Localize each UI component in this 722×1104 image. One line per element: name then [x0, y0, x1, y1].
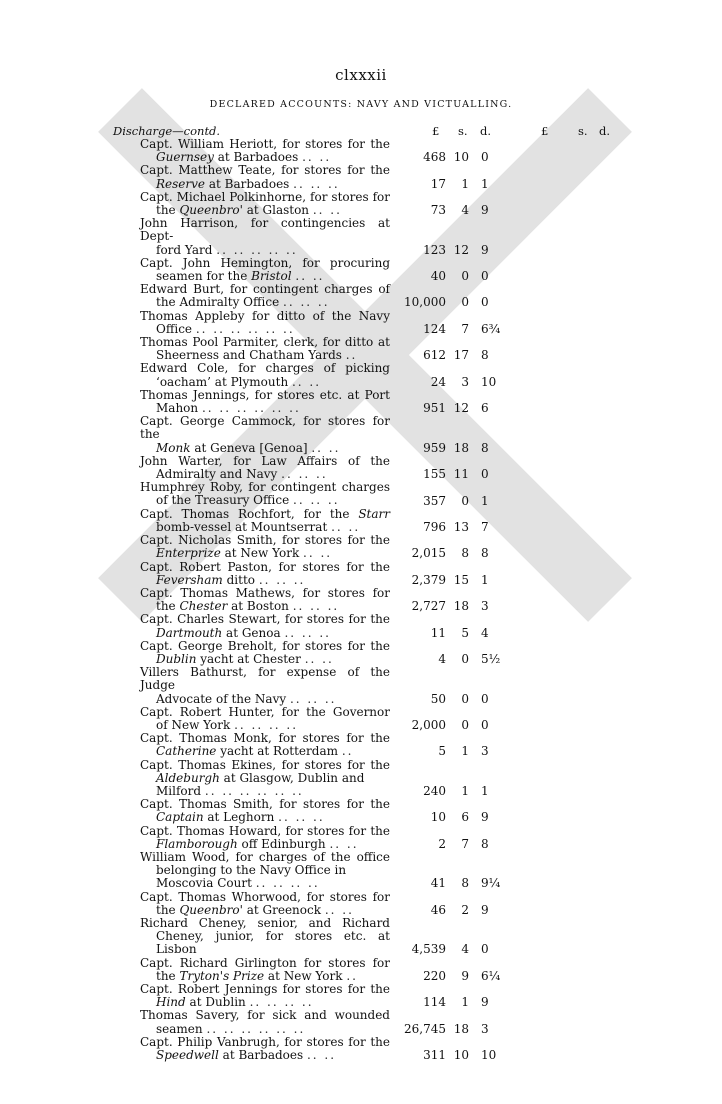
description-line: Capt. Matthew Teate, for stores for the [140, 163, 390, 178]
description-line: ‘oacham’ at Plymouth .. .. [156, 374, 322, 389]
amount-pence: 9 [481, 242, 489, 257]
description-line: seamen for the Bristol .. .. [156, 269, 325, 284]
entry-row [0, 191, 722, 217]
amount-shillings: 11 [453, 467, 469, 482]
entry-description [140, 1036, 390, 1062]
description-line: Dublin yacht at Chester .. .. [156, 651, 334, 666]
amount-pounds: 11 [430, 625, 446, 640]
description-line: Capt. Nicholas Smith, for stores for the [140, 533, 390, 548]
description-line: Mahon .. .. .. .. .. .. [156, 401, 301, 416]
entry-row [0, 362, 722, 388]
entry-row [0, 666, 722, 706]
amount-shillings: 1 [461, 783, 469, 798]
entry-description [140, 732, 390, 758]
description-line: Thomas Appleby for ditto of the Navy [140, 308, 390, 323]
amount-shillings: 18 [453, 1021, 469, 1036]
description-line: John Warter, for Law Affairs of the [140, 453, 390, 468]
amount-shillings: 1 [461, 176, 469, 191]
entry-row [0, 415, 722, 455]
description-line: bomb-vessel at Mountserrat .. .. [156, 519, 361, 534]
amount-pence: 9 [481, 203, 489, 218]
amount-pounds: 5 [438, 744, 446, 759]
pence-header-2: d. [599, 124, 611, 138]
amount-pence: 6¼ [481, 968, 501, 983]
description-line: Sheerness and Chatham Yards .. [156, 348, 358, 363]
amount-pounds: 2,000 [411, 717, 446, 732]
amount-pounds: 41 [430, 876, 446, 891]
amount-shillings: 0 [461, 691, 469, 706]
amount-pounds: 50 [430, 691, 446, 706]
amount-pounds: 796 [423, 519, 446, 534]
description-line: Captain at Leghorn .. .. .. [156, 810, 325, 825]
description-line: Feversham ditto .. .. .. [156, 572, 306, 587]
entry-description [140, 851, 390, 891]
amount-pounds: 26,745 [404, 1021, 446, 1036]
description-line: Capt. Thomas Ekines, for stores for the [140, 757, 390, 772]
amount-pounds: 123 [423, 242, 446, 257]
amount-pence: 1 [481, 783, 489, 798]
entry-description [140, 640, 390, 666]
entry-row [0, 891, 722, 917]
description-line: belonging to the Navy Office in [156, 863, 347, 878]
entry-row [0, 706, 722, 732]
amount-pounds: 73 [430, 203, 446, 218]
description-line: Capt. Robert Jennings for stores for the [140, 982, 390, 996]
column-header-row [0, 124, 722, 138]
amount-shillings: 2 [461, 902, 469, 917]
entry-row [0, 164, 722, 190]
description-line: Capt. Michael Polkinhorne, for stores for [140, 189, 390, 204]
amount-pence: 9¼ [481, 876, 501, 891]
entry-row [0, 138, 722, 164]
entry-row [0, 534, 722, 560]
description-line: Capt. Thomas Mathews, for stores for [140, 585, 390, 600]
amount-pence: 0 [481, 942, 489, 957]
amount-pence: 9 [481, 995, 489, 1010]
amount-pence: 1 [481, 176, 489, 191]
amount-shillings: 10 [453, 150, 469, 165]
entry-description [140, 1009, 390, 1035]
description-line: Capt. John Hemington, for procuring [140, 255, 390, 270]
amount-shillings: 18 [453, 440, 469, 455]
description-line: Capt. Robert Hunter, for the Governor [140, 704, 390, 719]
entry-row [0, 732, 722, 758]
amount-pounds: 2 [438, 836, 446, 851]
entry-description [140, 798, 390, 824]
amount-pence: 0 [481, 691, 489, 706]
amount-shillings: 5 [461, 625, 469, 640]
description-line: Speedwell at Barbadoes .. .. [156, 1048, 337, 1063]
entry-row [0, 561, 722, 587]
description-line: Reserve at Barbadoes .. .. .. [156, 176, 340, 191]
amount-pence: 8 [481, 546, 489, 561]
description-line: Edward Cole, for charges of picking [140, 361, 390, 376]
description-line: Thomas Savery, for sick and wounded [140, 1008, 390, 1023]
entry-description [140, 257, 390, 283]
entry-description [140, 217, 390, 257]
entry-description [140, 455, 390, 481]
description-line: Capt. George Cammock, for stores for the [140, 414, 390, 442]
amount-pence: 7 [481, 519, 489, 534]
amount-shillings: 9 [461, 968, 469, 983]
pence-header: d. [480, 124, 492, 138]
amount-shillings: 3 [461, 374, 469, 389]
amount-shillings: 15 [453, 572, 469, 587]
amount-shillings: 8 [461, 876, 469, 891]
description-line: Aldeburgh at Glasgow, Dublin and [156, 770, 365, 785]
description-line: Capt. George Breholt, for stores for the [140, 638, 390, 653]
entry-description [140, 825, 390, 851]
entry-description [140, 957, 390, 983]
amount-pence: 0 [481, 717, 489, 732]
description-line: Moscovia Court .. .. .. .. [156, 876, 320, 891]
amount-shillings: 13 [453, 519, 469, 534]
description-line: Capt. Charles Stewart, for stores for the [140, 612, 390, 627]
entry-row [0, 798, 722, 824]
amount-pence: 6 [481, 401, 489, 416]
shillings-header-2: s. [578, 124, 588, 138]
amount-shillings: 4 [461, 942, 469, 957]
entry-row [0, 217, 722, 257]
amount-shillings: 6 [461, 810, 469, 825]
description-line: Thomas Jennings, for stores etc. at Port [140, 387, 390, 402]
amount-shillings: 18 [453, 599, 469, 614]
amount-pence: 10 [481, 374, 497, 389]
entry-description [140, 666, 390, 706]
entry-description [140, 891, 390, 917]
description-line: of the Treasury Office .. .. .. [156, 493, 340, 508]
entry-description [140, 164, 390, 190]
amount-pounds: 951 [423, 401, 446, 416]
entry-description [140, 138, 390, 164]
pounds-header: £ [432, 124, 440, 138]
shillings-header: s. [458, 124, 468, 138]
amount-pounds: 17 [430, 176, 446, 191]
amount-shillings: 17 [453, 348, 469, 363]
entry-row [0, 851, 722, 891]
amount-pounds: 46 [430, 902, 446, 917]
amount-pence: 0 [481, 150, 489, 165]
entry-row [0, 455, 722, 481]
amount-pounds: 10,000 [404, 295, 446, 310]
amount-pence: 3 [481, 599, 489, 614]
entry-row [0, 283, 722, 309]
amount-pence: 9 [481, 902, 489, 917]
amount-shillings: 0 [461, 717, 469, 732]
description-line: Admiralty and Navy .. .. .. [156, 467, 328, 482]
amount-pounds: 468 [423, 150, 446, 165]
entry-description [140, 283, 390, 309]
description-line: Villers Bathurst, for expense of the Judge [140, 665, 390, 693]
amount-pence: 1 [481, 572, 489, 587]
description-line: the Tryton's Prize at New York .. [156, 968, 358, 983]
entry-description [140, 481, 390, 507]
amount-pounds: 114 [423, 995, 446, 1010]
amount-pence: 9 [481, 810, 489, 825]
entry-row [0, 587, 722, 613]
description-line: seamen .. .. .. .. .. .. [156, 1021, 306, 1036]
pounds-header-2: £ [541, 124, 549, 138]
entry-description [140, 759, 390, 799]
description-line: Monk at Geneva [Genoa] .. .. [156, 440, 341, 455]
entry-row [0, 917, 722, 957]
entry-row [0, 481, 722, 507]
entry-description [140, 561, 390, 587]
amount-shillings: 1 [461, 744, 469, 759]
description-line: Capt. Thomas Rochfort, for the Starr [140, 506, 390, 521]
description-line: the Queenbro' at Glaston .. .. [156, 203, 342, 218]
amount-pence: 0 [481, 269, 489, 284]
entry-description [140, 310, 390, 336]
description-line: the Chester at Boston .. .. .. [156, 599, 340, 614]
entry-row [0, 257, 722, 283]
amount-pence: 0 [481, 467, 489, 482]
entry-row [0, 336, 722, 362]
amount-shillings: 12 [453, 401, 469, 416]
description-line: Richard Cheney, senior, and Richard [140, 915, 390, 930]
description-line: Enterprize at New York .. .. [156, 546, 333, 561]
entry-description [140, 191, 390, 217]
description-line: Flamborough off Edinburgh .. .. [156, 836, 359, 851]
entry-row [0, 957, 722, 983]
description-line: William Wood, for charges of the office [140, 849, 390, 864]
description-line: Capt. Philip Vanbrugh, for stores for the [140, 1034, 390, 1049]
entry-description [140, 706, 390, 732]
amount-pounds: 311 [423, 1048, 446, 1063]
amount-shillings: 1 [461, 995, 469, 1010]
entry-row [0, 310, 722, 336]
amount-pounds: 2,379 [411, 572, 446, 587]
amount-pounds: 4,539 [411, 942, 446, 957]
entry-row [0, 613, 722, 639]
description-line: Hind at Dublin .. .. .. .. [156, 995, 314, 1010]
entry-row [0, 983, 722, 1009]
amount-pence: 8 [481, 440, 489, 455]
amount-shillings: 0 [461, 295, 469, 310]
amount-pence: 3 [481, 1021, 489, 1036]
description-line: Cheney, junior, for stores etc. at Lisbon [156, 929, 390, 957]
entry-description [140, 983, 390, 1009]
entry-row [0, 825, 722, 851]
amount-pounds: 220 [423, 968, 446, 983]
amount-shillings: 0 [461, 651, 469, 666]
running-head: DECLARED ACCOUNTS: NAVY AND VICTUALLING. [209, 99, 513, 110]
description-line: of New York .. .. .. .. [156, 717, 299, 732]
description-line: Guernsey at Barbadoes .. .. [156, 150, 332, 165]
amount-pounds: 612 [423, 348, 446, 363]
amount-shillings: 7 [461, 836, 469, 851]
amount-shillings: 7 [461, 321, 469, 336]
description-line: Capt. William Heriott, for stores for the [140, 137, 390, 151]
description-line: John Harrison, for contingencies at Dept- [140, 216, 390, 244]
amount-pounds: 240 [423, 783, 446, 798]
description-line: ford Yard .. .. .. .. .. [156, 242, 298, 257]
amount-pence: 5½ [481, 651, 501, 666]
amount-pounds: 155 [423, 467, 446, 482]
amount-pounds: 959 [423, 440, 446, 455]
entry-row [0, 508, 722, 534]
entries-list [0, 138, 722, 1062]
entry-description [140, 917, 390, 957]
amount-shillings: 10 [453, 1048, 469, 1063]
amount-pence: 1 [481, 493, 489, 508]
amount-pence: 4 [481, 625, 489, 640]
entry-description [140, 389, 390, 415]
entry-row [0, 389, 722, 415]
description-line: Catherine yacht at Rotterdam .. [156, 744, 354, 759]
entry-description [140, 534, 390, 560]
amount-pence: 3 [481, 744, 489, 759]
entry-description [140, 587, 390, 613]
amount-pounds: 40 [430, 269, 446, 284]
entry-description [140, 362, 390, 388]
description-line: the Queenbro' at Greenock .. .. [156, 902, 354, 917]
amount-shillings: 8 [461, 546, 469, 561]
entry-row [0, 1036, 722, 1062]
amount-pounds: 2,727 [411, 599, 446, 614]
amount-pence: 0 [481, 295, 489, 310]
description-line: Advocate of the Navy .. .. .. [156, 691, 337, 706]
entry-row [0, 759, 722, 799]
amount-pounds: 4 [438, 651, 446, 666]
amount-pounds: 2,015 [411, 546, 446, 561]
description-line: Thomas Pool Parmiter, clerk, for ditto at [140, 335, 390, 350]
page-number: clxxxii [335, 66, 387, 84]
description-line: Office .. .. .. .. .. .. [156, 321, 295, 336]
description-line: Capt. Thomas Smith, for stores for the [140, 797, 390, 812]
section-label: Discharge—contd. [113, 124, 221, 138]
entry-description [140, 508, 390, 534]
amount-pence: 8 [481, 348, 489, 363]
entry-description [140, 415, 390, 455]
description-line: Capt. Thomas Howard, for stores for the [140, 823, 390, 838]
amount-pounds: 357 [423, 493, 446, 508]
description-line: Milford .. .. .. .. .. .. [156, 783, 304, 798]
amount-shillings: 4 [461, 203, 469, 218]
amount-shillings: 12 [453, 242, 469, 257]
description-line: Capt. Robert Paston, for stores for the [140, 559, 390, 574]
amount-pounds: 24 [430, 374, 446, 389]
amount-pence: 10 [481, 1048, 497, 1063]
amount-pounds: 10 [430, 810, 446, 825]
amount-pence: 6¾ [481, 321, 501, 336]
description-line: Capt. Thomas Monk, for stores for the [140, 731, 390, 746]
description-line: the Admiralty Office .. .. .. [156, 295, 330, 310]
description-line: Capt. Thomas Whorwood, for stores for [140, 889, 390, 904]
amount-shillings: 0 [461, 493, 469, 508]
amount-shillings: 0 [461, 269, 469, 284]
entry-row [0, 1009, 722, 1035]
description-line: Humphrey Roby, for contingent charges [140, 480, 390, 495]
description-line: Capt. Richard Girlington for stores for [140, 955, 390, 970]
description-line: Edward Burt, for contingent charges of [140, 282, 390, 297]
amount-pence: 8 [481, 836, 489, 851]
entry-description [140, 336, 390, 362]
description-line: Dartmouth at Genoa .. .. .. [156, 625, 331, 640]
entry-row [0, 640, 722, 666]
entry-description [140, 613, 390, 639]
amount-pounds: 124 [423, 321, 446, 336]
